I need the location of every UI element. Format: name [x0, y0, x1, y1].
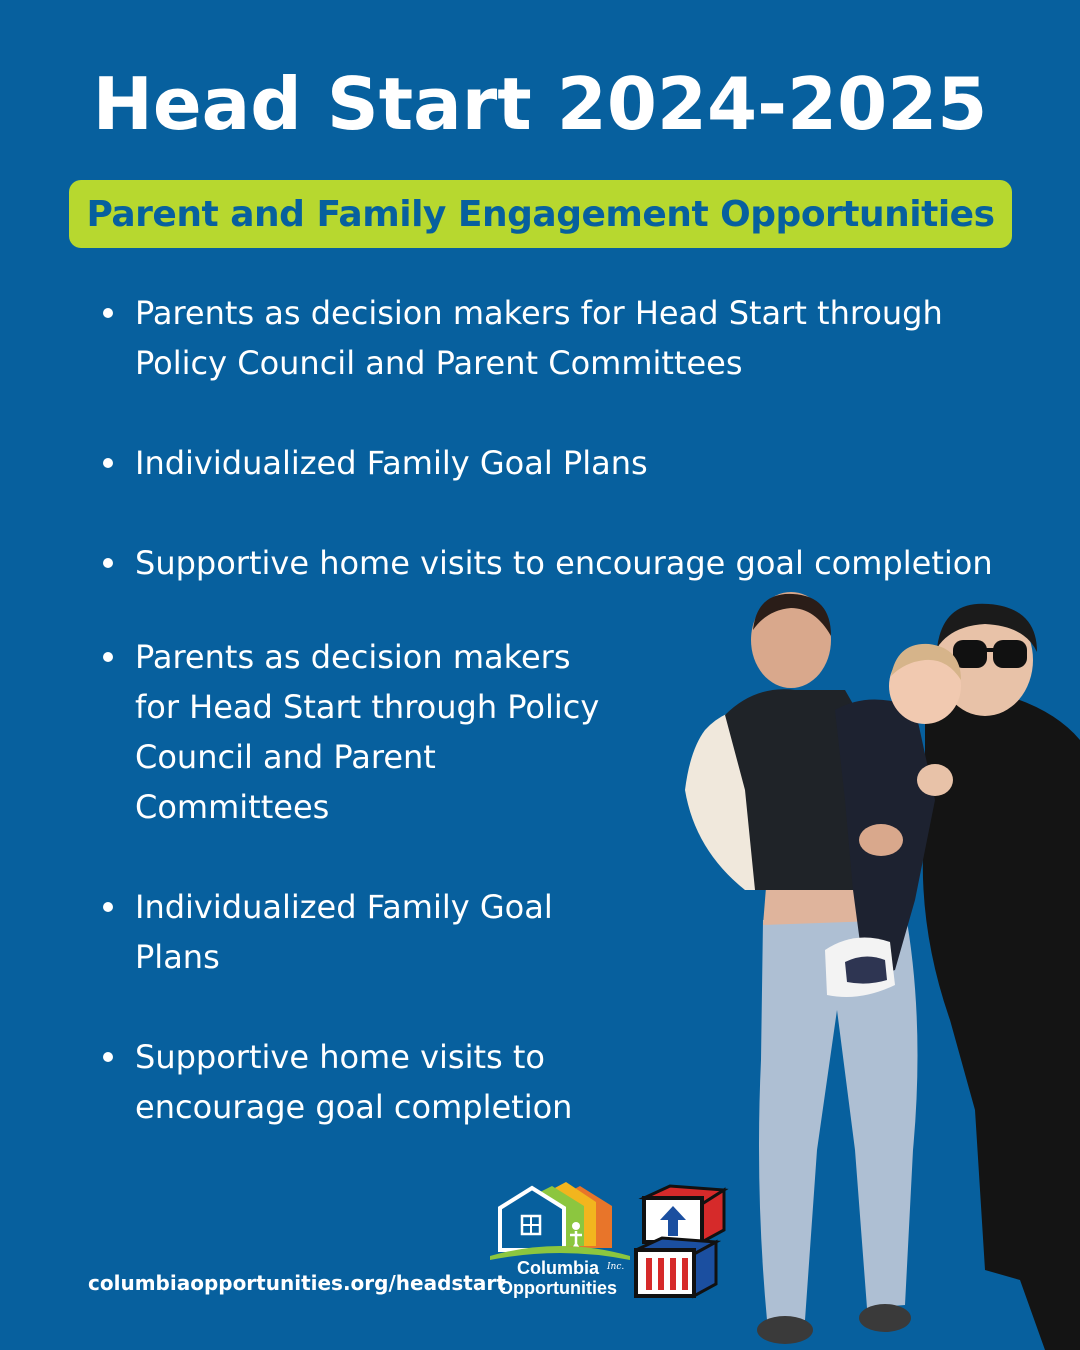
list-item: [103, 288, 943, 388]
list-item-line: Council and Parent: [135, 738, 436, 776]
subtitle-text: Parent and Family Engagement Opportunities: [86, 193, 995, 235]
logo-inc: Inc.: [607, 1262, 625, 1272]
list-item-line: Parents as decision makers: [135, 638, 571, 676]
list-item: [103, 538, 993, 588]
bullet-dot-icon: [103, 902, 113, 912]
list-item-line: for Head Start through Policy: [135, 688, 600, 726]
bullet-dot-icon: [103, 308, 113, 318]
list-item: [103, 1032, 572, 1132]
list-item-line: Supportive home visits to encourage goal completion: [135, 544, 993, 582]
list-item: [103, 882, 553, 982]
website-url[interactable]: columbiaopportunities.org/headstart: [88, 1271, 506, 1295]
logo-name-line: Columbia: [516, 1258, 599, 1278]
page-title: Head Start 2024-2025: [92, 62, 988, 146]
bullet-dot-icon: [103, 458, 113, 468]
list-item-line: Supportive home visits to: [135, 1038, 545, 1076]
list-item-line: Plans: [135, 938, 220, 976]
list-item: [103, 438, 648, 488]
logo-wordmark: [490, 1258, 626, 1298]
list-item-line: Parents as decision makers for Head Start through: [135, 294, 943, 332]
family-photo: [685, 590, 1080, 1350]
bullet-dot-icon: [103, 1052, 113, 1062]
list-item-line: Individualized Family Goal Plans: [135, 444, 648, 482]
list-item: [103, 632, 599, 832]
list-item-line: Policy Council and Parent Committees: [135, 344, 743, 382]
bullet-dot-icon: [103, 652, 113, 662]
list-item-line: encourage goal completion: [135, 1088, 573, 1126]
bullet-dot-icon: [103, 558, 113, 568]
list-item-line: Individualized Family Goal: [135, 888, 553, 926]
head-start-blocks-logo: [632, 1180, 732, 1300]
list-item-line: Committees: [135, 788, 330, 826]
logo-name-line: Opportunities: [499, 1278, 617, 1298]
